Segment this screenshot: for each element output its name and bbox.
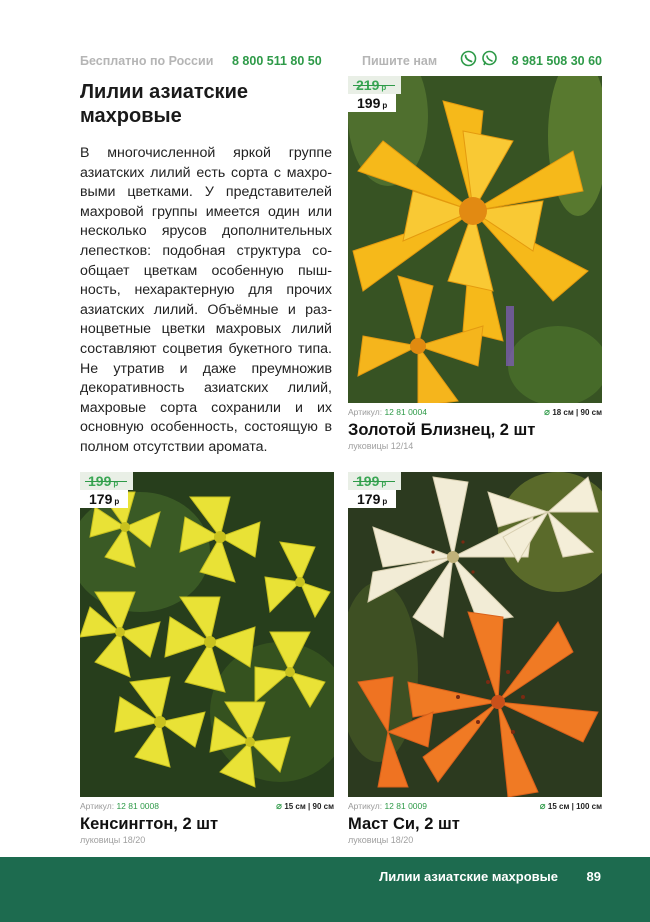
diameter-icon: ⌀ bbox=[539, 801, 546, 812]
article-number: Артикул: 12 81 0004 bbox=[348, 407, 427, 417]
bulb-size: луковицы 18/20 bbox=[348, 835, 414, 845]
bulb-size: луковицы 12/14 bbox=[348, 441, 414, 451]
product-card-kensington[interactable] bbox=[80, 472, 334, 845]
page-title: Лилии азиатские махровые bbox=[80, 81, 248, 127]
write-phone-link[interactable]: 8 981 508 30 60 bbox=[511, 54, 602, 68]
messenger-icons bbox=[460, 50, 498, 70]
product-meta bbox=[80, 801, 334, 813]
price-tag bbox=[348, 76, 401, 112]
product-photo bbox=[348, 472, 602, 797]
whatsapp-icon[interactable] bbox=[481, 50, 498, 70]
article-number: Артикул: 12 81 0008 bbox=[80, 801, 159, 811]
bulb-size: луковицы 18/20 bbox=[80, 835, 146, 845]
product-photo bbox=[80, 472, 334, 797]
old-price: 219 р bbox=[348, 76, 401, 94]
lily-photo-illustration bbox=[348, 76, 602, 403]
new-price: 179 р bbox=[80, 490, 128, 508]
write-us-label: Пишите нам bbox=[362, 54, 438, 68]
free-call-label: Бесплатно по России bbox=[80, 54, 214, 68]
new-price: 179 р bbox=[348, 490, 396, 508]
article-number: Артикул: 12 81 0009 bbox=[348, 801, 427, 811]
flower-size: ⌀ 18 см | 90 см bbox=[544, 407, 602, 418]
product-meta bbox=[348, 407, 602, 419]
old-price: 199 р bbox=[348, 472, 401, 490]
diameter-icon: ⌀ bbox=[544, 407, 551, 418]
lily-photo-illustration bbox=[348, 472, 602, 797]
viber-icon[interactable] bbox=[460, 50, 477, 70]
product-card-must-see[interactable] bbox=[348, 472, 602, 845]
free-phone-link[interactable]: 8 800 511 80 50 bbox=[232, 54, 322, 68]
product-card-golden-twin[interactable] bbox=[348, 76, 602, 451]
price-tag bbox=[80, 472, 133, 508]
product-meta bbox=[348, 801, 602, 813]
intro-text: В многочисленной яркой группе азиатских лилий есть сорта с махровыми цветками. У представителей махровой группы имеется один или несколько ярусов дополнительных лепестков: подобная структура сообщает цветкам особенную пышность, нехарактерную для прочих азиатских лилий. Объёмные и разноцветные цветки махровых лилий составляют соцветия букетного типа. Не утратив и даже преумножив декоративность азиатских лилий, махровые сорта сохранили и их основную особенность, состоящую в полном отсутствии аромата. bbox=[80, 145, 332, 455]
old-price: 199 р bbox=[80, 472, 133, 490]
new-price: 199 р bbox=[348, 94, 396, 112]
product-photo bbox=[348, 76, 602, 403]
page-number: 89 bbox=[586, 869, 601, 884]
footer-section-title: Лилии азиатские махровые bbox=[379, 869, 558, 884]
product-name[interactable]: Золотой Близнец, 2 шт bbox=[348, 421, 536, 439]
product-name[interactable]: Маст Си, 2 шт bbox=[348, 815, 460, 833]
diameter-icon: ⌀ bbox=[276, 801, 283, 812]
lily-photo-illustration bbox=[80, 472, 334, 797]
flower-size: ⌀ 15 см | 100 см bbox=[539, 801, 602, 812]
contact-bar bbox=[80, 52, 602, 72]
price-tag bbox=[348, 472, 401, 508]
product-name[interactable]: Кенсингтон, 2 шт bbox=[80, 815, 219, 833]
flower-size: ⌀ 15 см | 90 см bbox=[276, 801, 334, 812]
page-footer bbox=[0, 857, 650, 922]
